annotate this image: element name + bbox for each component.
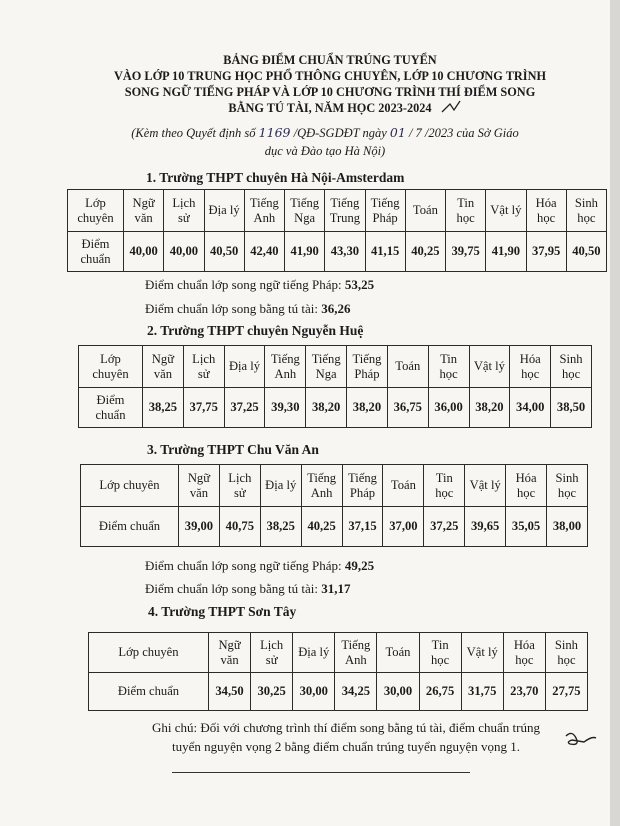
score-cell: 43,30	[325, 232, 365, 272]
subtitle-line-2: dục và Đào tạo Hà Nội)	[264, 144, 386, 158]
subject-header: Địa lý	[224, 346, 265, 388]
subject-header: Ngữ văn	[209, 633, 251, 673]
score-cell: 38,20	[347, 388, 388, 428]
table-row-label: Lớp chuyên	[68, 190, 124, 232]
note-value: 31,17	[321, 581, 351, 596]
subject-header: Tiếng Pháp	[365, 190, 405, 232]
score-cell: 37,00	[383, 507, 424, 547]
school-2-title: 2. Trường THPT chuyên Nguyễn Huệ	[147, 323, 364, 338]
table-row-label: Điểm chuẩn	[89, 673, 209, 711]
school-2-table	[78, 345, 592, 428]
subject-header: Lịch sử	[219, 465, 260, 507]
footnote-line-2: tuyển nguyện vọng 2 bằng điểm chuẩn trúng tuyển nguyện vọng 1.	[171, 739, 521, 754]
header-line-4: BẰNG TÚ TÀI, NĂM HỌC 2023-2024	[228, 101, 432, 115]
header-line-3: SONG NGỮ TIẾNG PHÁP VÀ LỚP 10 CHƯƠNG TRÌNH THÍ ĐIỂM SONG	[124, 85, 536, 99]
subject-header: Tiếng Trung	[325, 190, 365, 232]
subject-header: Toán	[387, 346, 428, 388]
score-cell: 30,00	[377, 673, 419, 711]
subject-header: Tiếng Anh	[244, 190, 284, 232]
score-cell: 36,75	[387, 388, 428, 428]
footnote	[115, 718, 577, 756]
school-3-table	[80, 464, 588, 547]
score-cell: 36,00	[428, 388, 469, 428]
score-cell: 41,90	[285, 232, 325, 272]
subject-header: Sinh học	[566, 190, 606, 232]
subject-header: Tiếng Pháp	[342, 465, 383, 507]
table-row-label: Lớp chuyên	[81, 465, 179, 507]
score-cell: 38,25	[260, 507, 301, 547]
school-1-note-1	[145, 277, 374, 293]
score-cell: 40,25	[301, 507, 342, 547]
subject-header: Tiếng Nga	[285, 190, 325, 232]
subject-header: Sinh học	[545, 633, 587, 673]
school-4-table	[88, 632, 588, 711]
subject-header: Hóa học	[503, 633, 545, 673]
score-cell: 37,25	[424, 507, 465, 547]
score-cell: 39,75	[446, 232, 486, 272]
score-cell: 34,25	[335, 673, 377, 711]
score-cell: 41,15	[365, 232, 405, 272]
score-cell: 39,65	[465, 507, 506, 547]
score-cell: 30,25	[251, 673, 293, 711]
score-cell: 42,40	[244, 232, 284, 272]
subject-header: Tin học	[428, 346, 469, 388]
subject-header: Sinh học	[551, 346, 592, 388]
score-cell: 34,50	[209, 673, 251, 711]
note-label: Điểm chuẩn lớp song ngữ tiếng Pháp:	[145, 277, 345, 292]
subject-header: Hóa học	[506, 465, 547, 507]
school-1-title: 1. Trường THPT chuyên Hà Nội-Amsterdam	[146, 170, 405, 185]
header-line-2: VÀO LỚP 10 TRUNG HỌC PHỔ THÔNG CHUYÊN, LỚP 10 CHƯƠNG TRÌNH	[113, 69, 547, 83]
score-cell: 40,25	[405, 232, 445, 272]
table-row-label: Lớp chuyên	[79, 346, 143, 388]
note-label: Điểm chuẩn lớp song bằng tú tài:	[145, 301, 322, 316]
subtitle-part-1: (Kèm theo Quyết định số	[131, 126, 259, 140]
note-value: 36,26	[321, 301, 351, 316]
subject-header: Ngữ văn	[124, 190, 164, 232]
score-cell: 37,25	[224, 388, 265, 428]
school-3-note-2	[145, 581, 350, 597]
subject-header: Ngữ văn	[143, 346, 184, 388]
subtitle-line-1	[90, 124, 560, 142]
score-cell: 40,50	[204, 232, 244, 272]
footnote-line-1: Ghi chú: Đối với chương trình thí điểm song bằng tú tài, điểm chuẩn trúng	[152, 720, 540, 735]
table-row-label: Điểm chuẩn	[68, 232, 124, 272]
score-cell: 27,75	[545, 673, 587, 711]
subject-header: Tiếng Pháp	[347, 346, 388, 388]
school-3-title: 3. Trường THPT Chu Văn An	[147, 442, 319, 457]
subject-header: Địa lý	[293, 633, 335, 673]
school-3-note-1	[145, 558, 374, 574]
school-4-title: 4. Trường THPT Sơn Tây	[148, 604, 297, 619]
subject-header: Toán	[377, 633, 419, 673]
subject-header: Lịch sử	[164, 190, 204, 232]
subject-header: Lịch sử	[251, 633, 293, 673]
subject-header: Hóa học	[510, 346, 551, 388]
score-cell: 40,50	[566, 232, 606, 272]
score-cell: 40,00	[124, 232, 164, 272]
score-cell: 37,75	[183, 388, 224, 428]
score-cell: 40,00	[164, 232, 204, 272]
subtitle-part-2: /QĐ-SGDĐT ngày	[290, 126, 390, 140]
handwritten-mark-icon	[440, 98, 470, 118]
decision-day: 01	[389, 125, 406, 140]
divider-line	[172, 772, 470, 773]
subject-header: Hóa học	[526, 190, 566, 232]
subject-header: Vật lý	[465, 465, 506, 507]
subject-header: Tin học	[446, 190, 486, 232]
subject-header: Ngữ văn	[179, 465, 220, 507]
school-1-note-2	[145, 301, 350, 317]
table-row-label: Lớp chuyên	[89, 633, 209, 673]
score-cell: 23,70	[503, 673, 545, 711]
subject-header: Tiếng Anh	[335, 633, 377, 673]
score-cell: 38,20	[469, 388, 510, 428]
subject-header: Vật lý	[469, 346, 510, 388]
score-cell: 31,75	[461, 673, 503, 711]
subject-header: Sinh học	[547, 465, 588, 507]
subject-header: Tin học	[419, 633, 461, 673]
score-cell: 38,20	[306, 388, 347, 428]
subject-header: Địa lý	[260, 465, 301, 507]
score-cell: 37,15	[342, 507, 383, 547]
score-cell: 26,75	[419, 673, 461, 711]
subject-header: Địa lý	[204, 190, 244, 232]
subject-header: Tiếng Nga	[306, 346, 347, 388]
score-cell: 41,90	[486, 232, 526, 272]
note-value: 53,25	[344, 277, 375, 292]
subject-header: Lịch sử	[183, 346, 224, 388]
score-cell: 38,00	[547, 507, 588, 547]
subject-header: Toán	[405, 190, 445, 232]
decision-number: 1169	[258, 125, 291, 140]
page-edge	[610, 0, 620, 826]
note-value: 49,25	[344, 558, 375, 573]
score-cell: 39,30	[265, 388, 306, 428]
table-row-label: Điểm chuẩn	[81, 507, 179, 547]
subject-header: Tiếng Anh	[265, 346, 306, 388]
subject-header: Tiếng Anh	[301, 465, 342, 507]
score-cell: 38,50	[551, 388, 592, 428]
score-cell: 40,75	[219, 507, 260, 547]
subject-header: Toán	[383, 465, 424, 507]
note-label: Điểm chuẩn lớp song bằng tú tài:	[145, 581, 322, 596]
score-cell: 34,00	[510, 388, 551, 428]
subject-header: Vật lý	[486, 190, 526, 232]
note-label: Điểm chuẩn lớp song ngữ tiếng Pháp:	[145, 558, 345, 573]
subject-header: Tin học	[424, 465, 465, 507]
score-cell: 38,25	[143, 388, 184, 428]
header-line-1: BẢNG ĐIỂM CHUẨN TRÚNG TUYỂN	[223, 53, 437, 67]
score-cell: 30,00	[293, 673, 335, 711]
table-row-label: Điểm chuẩn	[79, 388, 143, 428]
subtitle-part-3: / 7 /2023 của Sở Giáo	[405, 126, 519, 140]
subject-header: Vật lý	[461, 633, 503, 673]
school-1-table	[67, 189, 607, 272]
score-cell: 39,00	[179, 507, 220, 547]
signature-mark-icon	[562, 728, 602, 758]
score-cell: 37,95	[526, 232, 566, 272]
score-cell: 35,05	[506, 507, 547, 547]
